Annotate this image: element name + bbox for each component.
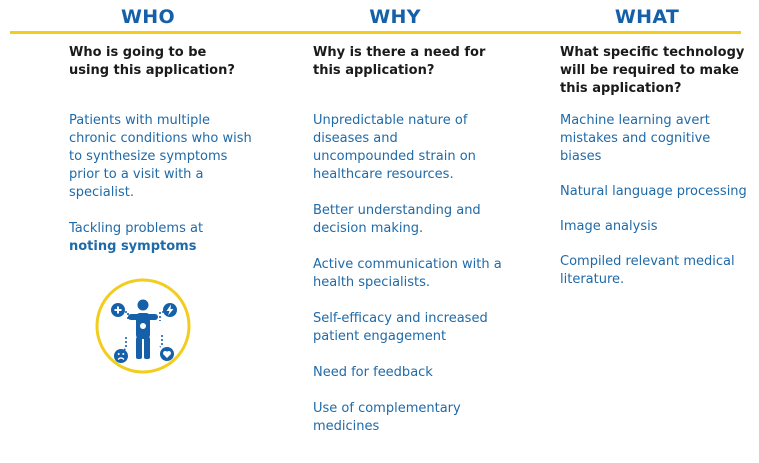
heading-what: WHAT	[614, 6, 680, 28]
why-answers	[313, 112, 503, 436]
who-answer-2-emphasis: noting symptoms	[69, 239, 197, 254]
who-answers	[69, 112, 254, 256]
what-answer-1: Machine learning avert mistakes and cognitive biases	[560, 113, 711, 164]
who-answer-2	[69, 220, 254, 256]
heading-why: WHY	[369, 6, 421, 28]
why-answer-2: Better understanding and decision making.	[313, 203, 481, 236]
who-column	[69, 44, 254, 256]
what-answer-4: Compiled relevant medical literature.	[560, 254, 735, 287]
what-answer-3: Image analysis	[560, 219, 658, 234]
header-divider	[10, 31, 741, 34]
why-question: Why is there a need for this application?	[313, 45, 486, 78]
why-column	[313, 44, 503, 436]
patient-symptoms-icon	[94, 277, 192, 375]
why-answer-3: Active communication with a health specialists.	[313, 257, 502, 290]
who-question: Who is going to be using this application?	[69, 45, 235, 78]
what-answer-2: Natural language processing	[560, 184, 747, 199]
who-answer-2-text: Tackling problems at	[69, 221, 204, 236]
why-answer-1: Unpredictable nature of diseases and uncompounded strain on healthcare resources.	[313, 113, 476, 182]
what-column	[560, 44, 755, 289]
what-question: What specific technology will be required to make this application?	[560, 45, 745, 96]
why-answer-4: Self-efficacy and increased patient engagement	[313, 311, 488, 344]
what-answers	[560, 112, 755, 289]
who-answer-1: Patients with multiple chronic conditions who wish to synthesize symptoms prior to a visit with a specialist.	[69, 113, 252, 200]
why-answer-5: Need for feedback	[313, 365, 433, 380]
heading-who: WHO	[121, 6, 175, 28]
why-answer-6: Use of complementary medicines	[313, 401, 461, 434]
